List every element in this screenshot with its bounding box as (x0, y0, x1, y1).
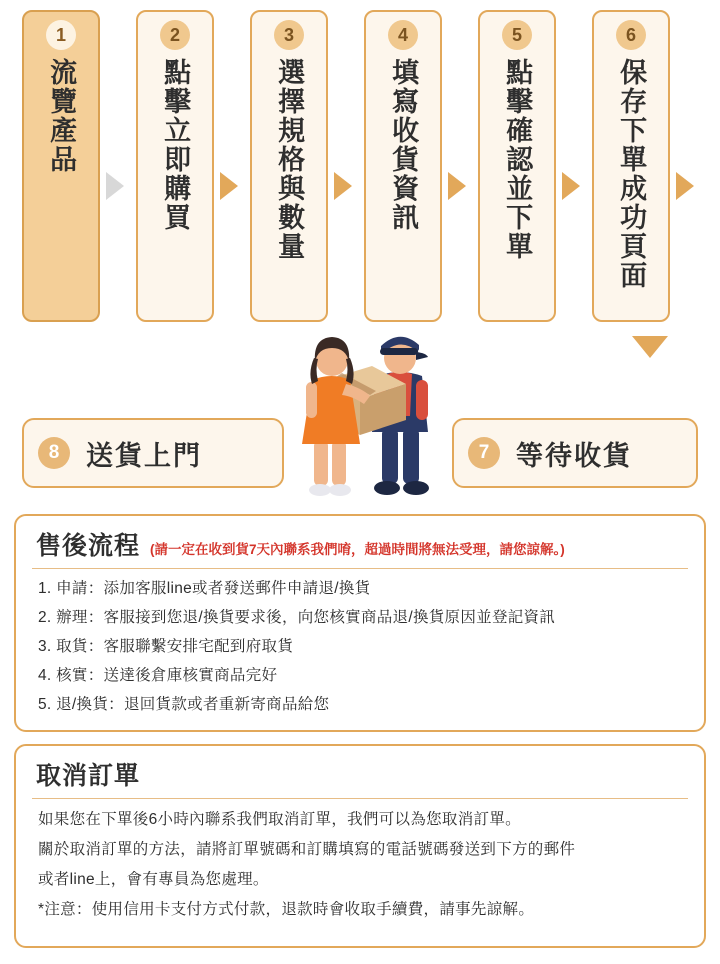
flow-step-3-number: 3 (274, 20, 304, 50)
flow-arrow-2-icon (220, 172, 238, 200)
order-flow-diagram (0, 0, 720, 330)
flow-step-6 (592, 10, 670, 322)
paragraph: 關於取消訂單的方法，請將訂單號碼和訂購填寫的電話號碼發送到下方的郵件 (38, 841, 576, 859)
flow-step-5 (478, 10, 556, 322)
flow-step-5-number: 5 (502, 20, 532, 50)
delivery-step-7-number: 7 (468, 437, 500, 469)
flow-step-4-label: 填寫收貨資訊 (388, 58, 419, 232)
flow-step-1-label: 流覽產品 (46, 58, 77, 174)
after-sales-title: 售後流程 (36, 532, 141, 560)
delivery-step-7 (452, 418, 698, 488)
paragraph: 如果您在下單後6小時內聯系我們取消訂單，我們可以為您取消訂單。 (38, 811, 521, 828)
flow-step-6-label: 保存下單成功頁面 (616, 58, 647, 290)
flow-step-1 (22, 10, 100, 322)
delivery-step-8-label: 送貨上門 (86, 440, 202, 471)
cancel-order-header (16, 746, 704, 792)
flow-step-2-label: 點擊立即購買 (160, 58, 191, 232)
flow-step-5-label: 點擊確認並下單 (502, 58, 533, 261)
cancel-order-title: 取消訂單 (36, 762, 141, 790)
flow-step-6-number: 6 (616, 20, 646, 50)
flow-arrow-4-icon (448, 172, 466, 200)
delivery-status-row (0, 418, 720, 498)
flow-arrow-5-icon (562, 172, 580, 200)
flow-step-4-number: 4 (388, 20, 418, 50)
after-sales-header (16, 516, 704, 562)
list-item: 3. 取貨：客服聯繫安排宅配到府取貨 (38, 638, 294, 656)
list-item: 2. 辦理：客服接到您退/換貨要求後，向您核實商品退/換貨原因並登記資訊 (38, 609, 556, 627)
flow-arrow-6-icon (676, 172, 694, 200)
flow-step-2 (136, 10, 214, 322)
paragraph: *注意：使用信用卡支付方式付款，退款時會收取手續費，請事先諒解。 (38, 901, 535, 919)
flow-step-2-number: 2 (160, 20, 190, 50)
flow-step-3-label: 選擇規格與數量 (274, 58, 305, 261)
flow-step-3 (250, 10, 328, 322)
delivery-step-8-number: 8 (38, 437, 70, 469)
delivery-step-8 (22, 418, 284, 488)
after-sales-list (16, 569, 704, 717)
delivery-step-7-label: 等待收貨 (516, 440, 632, 471)
paragraph: 或者line上，會有專員為您處理。 (38, 871, 269, 889)
cancel-order-body (16, 799, 704, 922)
cancel-order-card (14, 744, 706, 948)
list-item: 4. 核實：送達後倉庫核實商品完好 (38, 667, 278, 685)
flow-step-1-number: 1 (46, 20, 76, 50)
flow-arrow-1-icon (106, 172, 124, 200)
after-sales-process-card (14, 514, 706, 732)
after-sales-note: (請一定在收到貨7天內聯系我們唷，超過時間將無法受理，請您諒解。) (150, 542, 565, 557)
list-item: 5. 退/換貨：退回貨款或者重新寄商品給您 (38, 696, 330, 714)
list-item: 1. 申請：添加客服line或者發送郵件申請退/換貨 (38, 580, 371, 597)
flow-arrow-3-icon (334, 172, 352, 200)
flow-step-4 (364, 10, 442, 322)
flow-arrow-down-icon (632, 336, 668, 358)
